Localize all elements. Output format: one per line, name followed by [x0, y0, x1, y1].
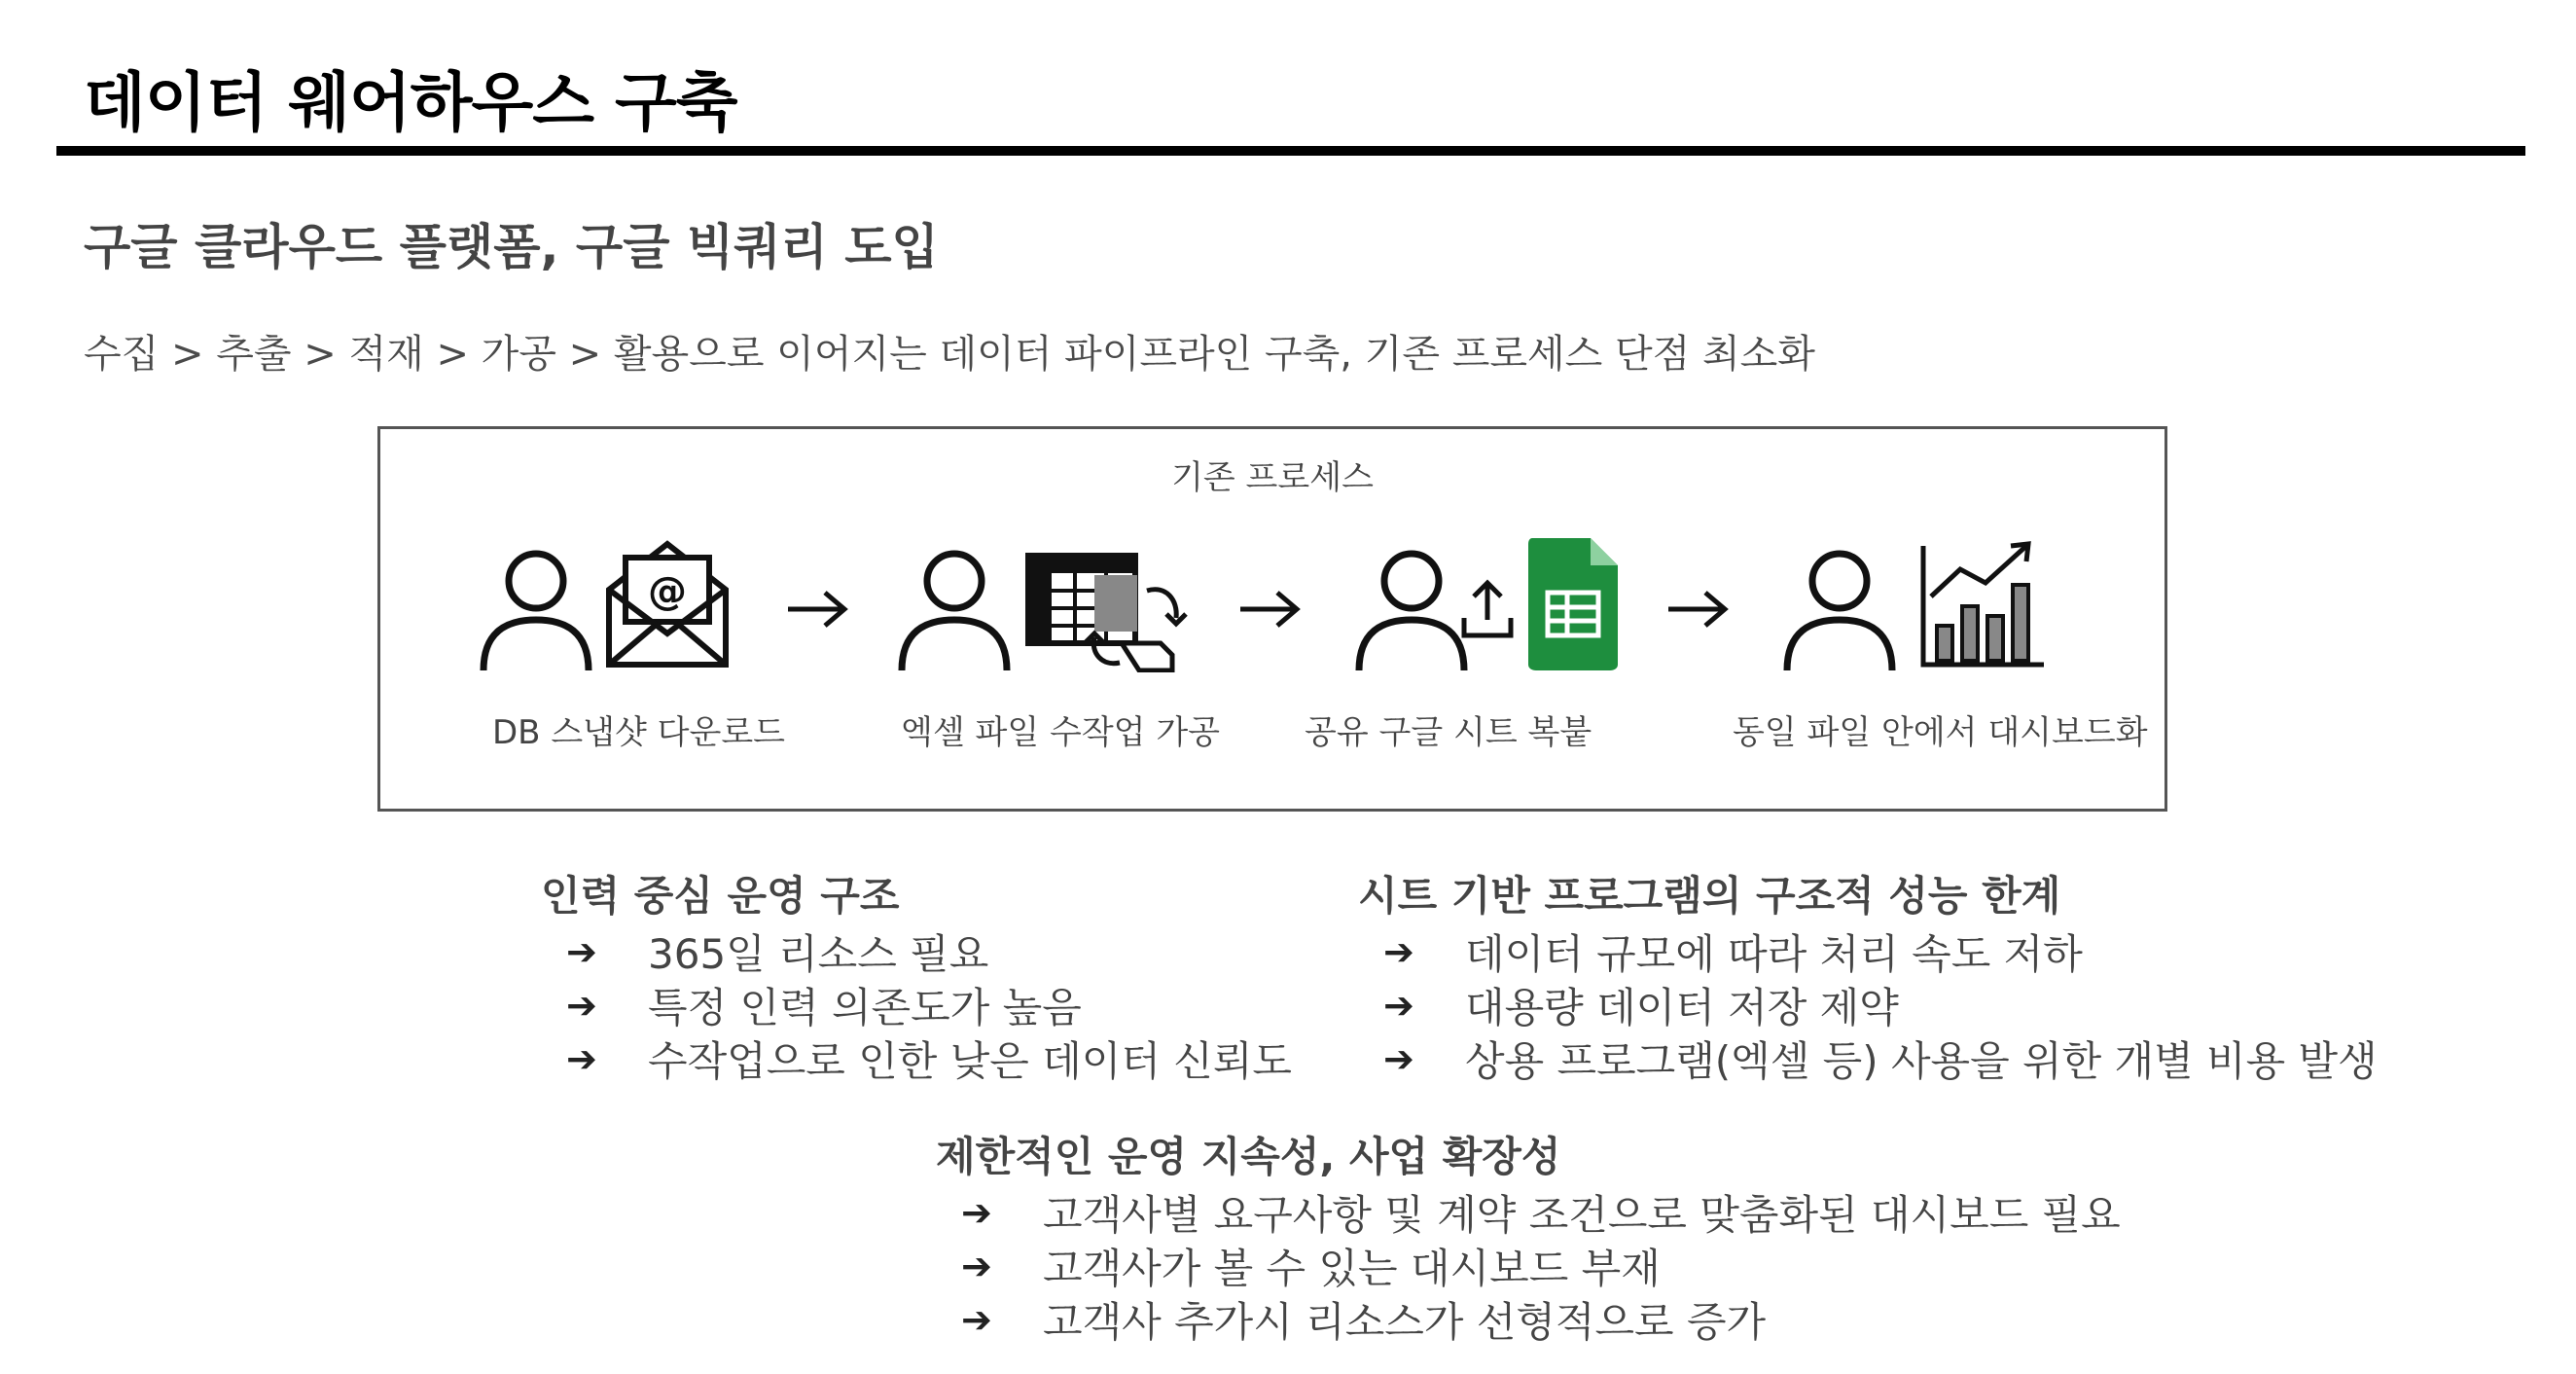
- arrow-bullet-icon: ➔: [566, 1036, 597, 1080]
- svg-text:@: @: [648, 569, 687, 614]
- list-item-text: 데이터 규모에 따라 처리 속도 저하: [1465, 929, 2083, 978]
- process-step-2-label: 엑셀 파일 수작업 가공: [901, 713, 1221, 752]
- email-envelope-icon: [604, 536, 731, 672]
- list-item: [1358, 924, 2378, 978]
- arrow-bullet-icon: ➔: [1383, 983, 1414, 1027]
- list-item-text: 대용량 데이터 저장 제약: [1465, 983, 1899, 1031]
- process-step-4-icons: [1781, 536, 2063, 682]
- process-step-1-icons: [478, 536, 731, 682]
- list-item-text: 고객사가 볼 수 있는 대시보드 부재: [1043, 1244, 1661, 1292]
- section-manpower: [541, 864, 1292, 1085]
- person-icon: [1353, 546, 1470, 672]
- arrow-bullet-icon: ➔: [1383, 1036, 1414, 1080]
- list-item-text: 특정 인력 의존도가 높음: [648, 983, 1082, 1031]
- process-step-2-icons: [896, 536, 1207, 682]
- section-subtitle: 구글 클라우드 플랫폼, 구글 빅쿼리 도입: [84, 219, 939, 275]
- list-item-text: 수작업으로 인한 낮은 데이터 신뢰도: [648, 1036, 1292, 1085]
- arrow-bullet-icon: ➔: [566, 983, 597, 1027]
- arrow-right-icon: [1236, 585, 1305, 633]
- process-step-1-label: DB 스냅샷 다운로드: [492, 713, 786, 752]
- arrow-bullet-icon: ➔: [1383, 929, 1414, 973]
- arrow-bullet-icon: ➔: [961, 1297, 992, 1341]
- section-heading: 시트 기반 프로그램의 구조적 성능 한계: [1358, 872, 2061, 920]
- person-icon: [896, 546, 1013, 672]
- section-sheet-limits: [1358, 864, 2378, 1085]
- list-item: [541, 924, 1292, 978]
- process-step-3-icons: [1353, 536, 1645, 682]
- process-step-4-label: 동일 파일 안에서 대시보드화: [1733, 713, 2148, 752]
- list-item-text: 고객사별 요구사항 및 계약 조건으로 맞춤화된 대시보드 필요: [1043, 1190, 2121, 1239]
- arrow-bullet-icon: ➔: [566, 929, 597, 973]
- list-item: [541, 1031, 1292, 1085]
- section-heading: 제한적인 운영 지속성, 사업 확장성: [936, 1133, 1561, 1180]
- list-item-text: 상용 프로그램(엑셀 등) 사용을 위한 개별 비용 발생: [1465, 1036, 2378, 1085]
- title-divider: [56, 146, 2525, 156]
- process-step-3-label: 공유 구글 시트 복붙: [1305, 713, 1592, 752]
- arrow-bullet-icon: ➔: [961, 1244, 992, 1287]
- bar-chart-trend-icon: [1917, 536, 2049, 672]
- upload-icon: [1460, 575, 1515, 643]
- list-item: [1358, 978, 2378, 1031]
- person-icon: [1781, 546, 1898, 672]
- person-icon: [478, 546, 594, 672]
- list-item-text: 고객사 추가시 리소스가 선형적으로 증가: [1043, 1297, 1767, 1346]
- google-sheets-icon: [1524, 536, 1622, 672]
- list-item: [541, 978, 1292, 1031]
- list-item-text: 365일 리소스 필요: [648, 929, 989, 978]
- arrow-right-icon: [1664, 585, 1733, 633]
- process-title: 기존 프로세스: [1171, 458, 1374, 497]
- intro-text: 수집 > 추출 > 적재 > 가공 > 활용으로 이어지는 데이터 파이프라인 구축, 기존 프로세스 단점 최소화: [84, 332, 1815, 377]
- list-item: [936, 1185, 2121, 1239]
- arrow-right-icon: [784, 585, 852, 633]
- existing-process-box: [377, 426, 2167, 812]
- section-scalability: [936, 1125, 2121, 1346]
- section-heading: 인력 중심 운영 구조: [541, 872, 900, 920]
- spreadsheet-sync-icon: [1024, 536, 1195, 672]
- list-item: [936, 1292, 2121, 1346]
- page-title: 데이터 웨어하우스 구축: [84, 65, 737, 140]
- list-item: [936, 1239, 2121, 1292]
- list-item: [1358, 1031, 2378, 1085]
- arrow-bullet-icon: ➔: [961, 1190, 992, 1234]
